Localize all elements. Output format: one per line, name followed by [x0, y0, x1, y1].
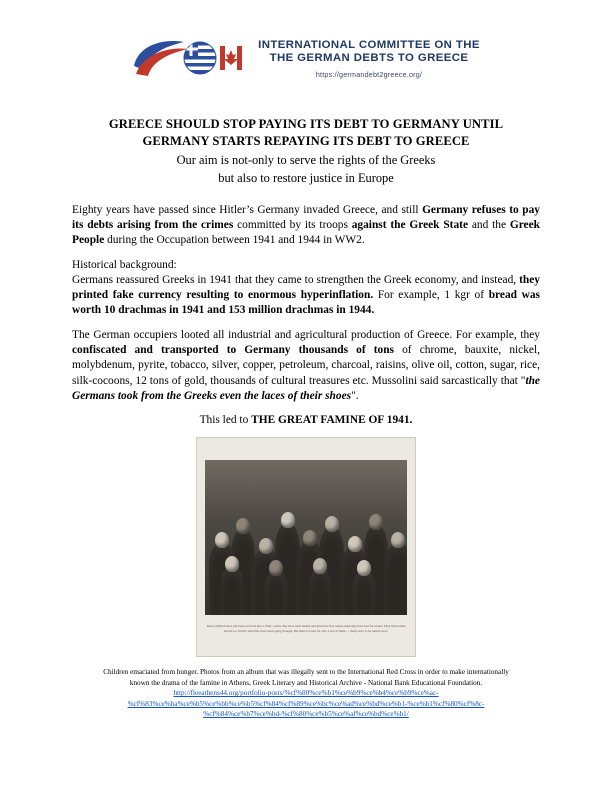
p3-part-e: ".	[351, 389, 359, 402]
historical-background-heading: Historical background:	[72, 258, 177, 271]
title-line-1: GREECE SHOULD STOP PAYING ITS DEBT TO GERMANY UNTIL	[108, 117, 504, 131]
p4-part-a: This led to	[199, 414, 252, 427]
org-line-2: THE GERMAN DEBTS TO GREECE	[269, 51, 469, 64]
p1-part-b: Germany refuses to pay its debts arising from the crimes	[72, 203, 540, 232]
caption-line-2: known the drama of the famine in Athens, Greek Literary and Historical Archive - National Bank Educational Foundation.	[129, 678, 483, 687]
paragraph-looting	[72, 328, 540, 404]
p1-part-g: during the Occupation between 1941 and 1944 in WW2.	[104, 234, 365, 247]
photo-embedded-caption: These children have just been received into a clinic, where they have been bathed and given the first square meal they have had for weeks. Their thin bodies tell all too vividly what they have been going through. But there is room for only a few of them — many have to be turned away.	[206, 624, 406, 634]
source-url-line-3[interactable]: %cf%84%ce%b7%ce%bd-%cf%80%ce%b5%ce%af%ce%bd%ce%b1/	[203, 710, 409, 719]
photograph-image	[205, 460, 407, 615]
paragraph-invasion	[72, 203, 540, 249]
paragraph-famine	[72, 413, 540, 428]
p1-part-c: committed by its troops	[233, 219, 352, 232]
p2-part-a: Germans reassured Greeks in 1941 that they came to strengthen the Greek economy, and instead,	[72, 273, 520, 286]
p4-part-b: THE GREAT FAMINE OF 1941.	[251, 414, 413, 427]
caption-line-1: Children emaciated from hunger. Photos from an album that was illegally sent to the International Red Cross in order to make internationally	[103, 668, 509, 677]
subtitle-line-1: Our aim is not-only to serve the rights of the Greeks	[176, 153, 436, 167]
famine-children-photograph	[196, 437, 416, 657]
title-block	[72, 116, 540, 187]
photograph-area	[72, 437, 540, 657]
source-url-line-1[interactable]: http://fleeathens44.org/portfolio-posts/%cf%80%ce%b1%ce%b9%ce%b4%ce%b9%ce%ac-	[173, 689, 439, 698]
p1-part-e: and the	[468, 219, 510, 232]
document-body	[72, 203, 540, 429]
p1-part-f: Greek People	[72, 219, 540, 247]
photo-caption-block	[72, 667, 540, 719]
p3-part-c: of chrome, bauxite, nickel, molybdenum, pyrite, tobacco, silver, copper, petroleum, charcoal, raisins, olive oil, cotton, sugar, rice, silk-cocoons, 12 tons of gold, thousands of cultural treasures etc. Mussolini said sarcastically that "	[72, 344, 540, 387]
committee-logo-icon	[132, 36, 248, 82]
p1-part-a: Eighty years have passed since Hitler’s Germany invaded Greece, and still	[72, 203, 423, 216]
title-line-2: GERMANY STARTS REPAYING ITS DEBT TO GREECE	[142, 134, 470, 148]
p2-part-d: bread was worth 10 drachmas in 1941 and 153 million drachmas in 1944.	[72, 289, 540, 317]
p2-part-b: they printed fake currency resulting to enormous hyperinflation.	[72, 273, 540, 302]
p1-part-d: against the Greek State	[351, 219, 469, 232]
p3-part-b: confiscated and transported to Germany thousands of tons	[72, 344, 394, 356]
document-header	[72, 0, 540, 82]
organization-name	[258, 39, 480, 79]
p3-part-a: The German occupiers looted all industrial and agricultural production of Greece. For example, they	[72, 328, 540, 341]
photo-figures	[205, 460, 407, 615]
org-website-url: https://germandebt2greece.org/	[315, 69, 423, 79]
source-url-line-2[interactable]: %cf%83%ce%ba%ce%b5%ce%bb%ce%b5%cf%84%cf%89%ce%bc%ce%ad%ce%bd%ce%b1-%ce%b1%cf%80%cf%8c-	[127, 699, 485, 708]
p2-part-c: For example, 1 kgr of	[373, 289, 489, 302]
paragraph-currency	[72, 273, 540, 319]
subtitle-line-2: but also to restore justice in Europe	[218, 171, 394, 186]
p3-quote: the Germans took from the Greeks even the laces of their shoes	[72, 374, 540, 402]
org-line-1: INTERNATIONAL COMMITTEE ON THE	[258, 39, 480, 52]
